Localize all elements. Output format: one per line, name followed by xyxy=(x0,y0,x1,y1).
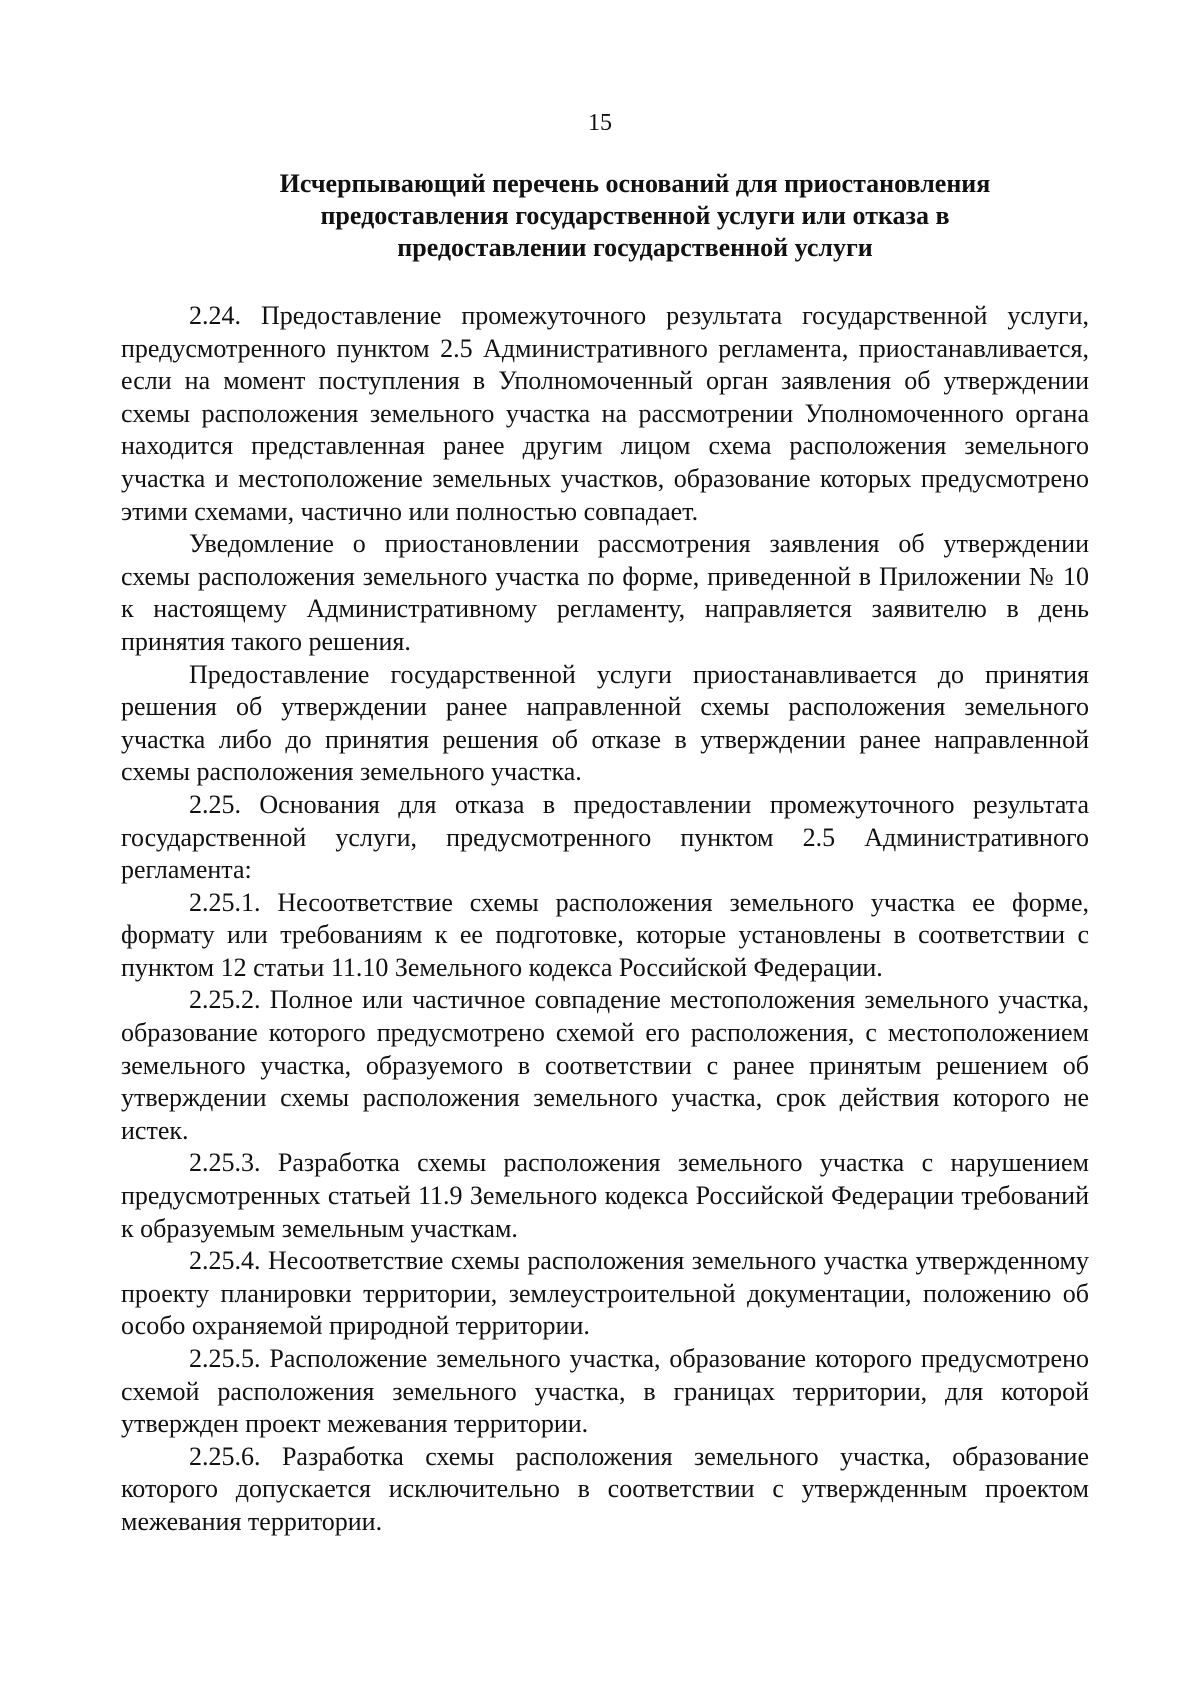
document-body xyxy=(121,300,1089,1539)
heading-line: предоставлении государственной услуги xyxy=(397,233,873,262)
paragraph-2-25-2: 2.25.2. Полное или частичное совпадение местоположения земельного участка, образование которого предусмотрено схемой его расположения, с местоположением земельного участка, образуемого в соответствии с ранее принятым решением об утверждении схемы расположения земельного участка, срок действия которого не истек. xyxy=(121,985,1089,1145)
paragraph-2-25-1: 2.25.1. Несоответствие схемы расположения земельного участка ее форме, формату или требованиям к ее подготовке, которые установлены в соответствии с пунктом 12 статьи 11.10 Земельного кодекса Российской Федерации. xyxy=(121,887,1089,982)
paragraph-2-25-5: 2.25.5. Расположение земельного участка, образование которого предусмотрено схемой расположения земельного участка, в границах территории, для которой утвержден проект межевания территории. xyxy=(121,1344,1089,1439)
paragraph-2-25-3: 2.25.3. Разработка схемы расположения земельного участка с нарушением предусмотренных статьей 11.9 Земельного кодекса Российской Федерации требований к образуемым земельным участкам. xyxy=(121,1148,1089,1243)
heading-line: Исчерпывающий перечень оснований для приостановления xyxy=(279,169,991,198)
page-number: 15 xyxy=(588,110,612,136)
paragraph-2-25-6: 2.25.6. Разработка схемы расположения земельного участка, образование которого допускается исключительно в соответствии с утвержденным проектом межевания территории. xyxy=(121,1441,1089,1536)
paragraph-2-25: 2.25. Основания для отказа в предоставлении промежуточного результата государственной услуги, предусмотренного пунктом 2.5 Административного регламента: xyxy=(121,789,1089,885)
paragraph-suspension: Предоставление государственной услуги приостанавливается до принятия решения об утверждении ранее направленной схемы расположения земельного участка либо до принятия решения об отказе в утверждении ранее направленной схемы расположения земельного участка. xyxy=(121,659,1089,787)
paragraph-notice: Уведомление о приостановлении рассмотрения заявления об утверждении схемы расположения земельного участка по форме, приведенной в Приложении № 10 к настоящему Административному регламенту, направляется заявителю в день принятия такого решения. xyxy=(121,529,1089,656)
paragraph-2-24: 2.24. Предоставление промежуточного результата государственной услуги, предусмотренного пунктом 2.5 Административного регламента, приостанавливается, если на момент поступления в Уполномоченный орган заявления об утверждении схемы расположения земельного участка на рассмотрении Уполномоченного органа находится представленная ранее другим лицом схема расположения земельного участка и местоположение земельных участков, образование которых предусмотрено этими схемами, частично или полностью совпадает. xyxy=(121,301,1089,526)
section-heading xyxy=(180,168,1090,264)
paragraph-2-25-4: 2.25.4. Несоответствие схемы расположения земельного участка утвержденному проекту планировки территории, землеустроительной документации, положению об особо охраняемой природной территории. xyxy=(121,1246,1089,1341)
heading-line: предоставления государственной услуги или отказа в xyxy=(320,201,950,230)
